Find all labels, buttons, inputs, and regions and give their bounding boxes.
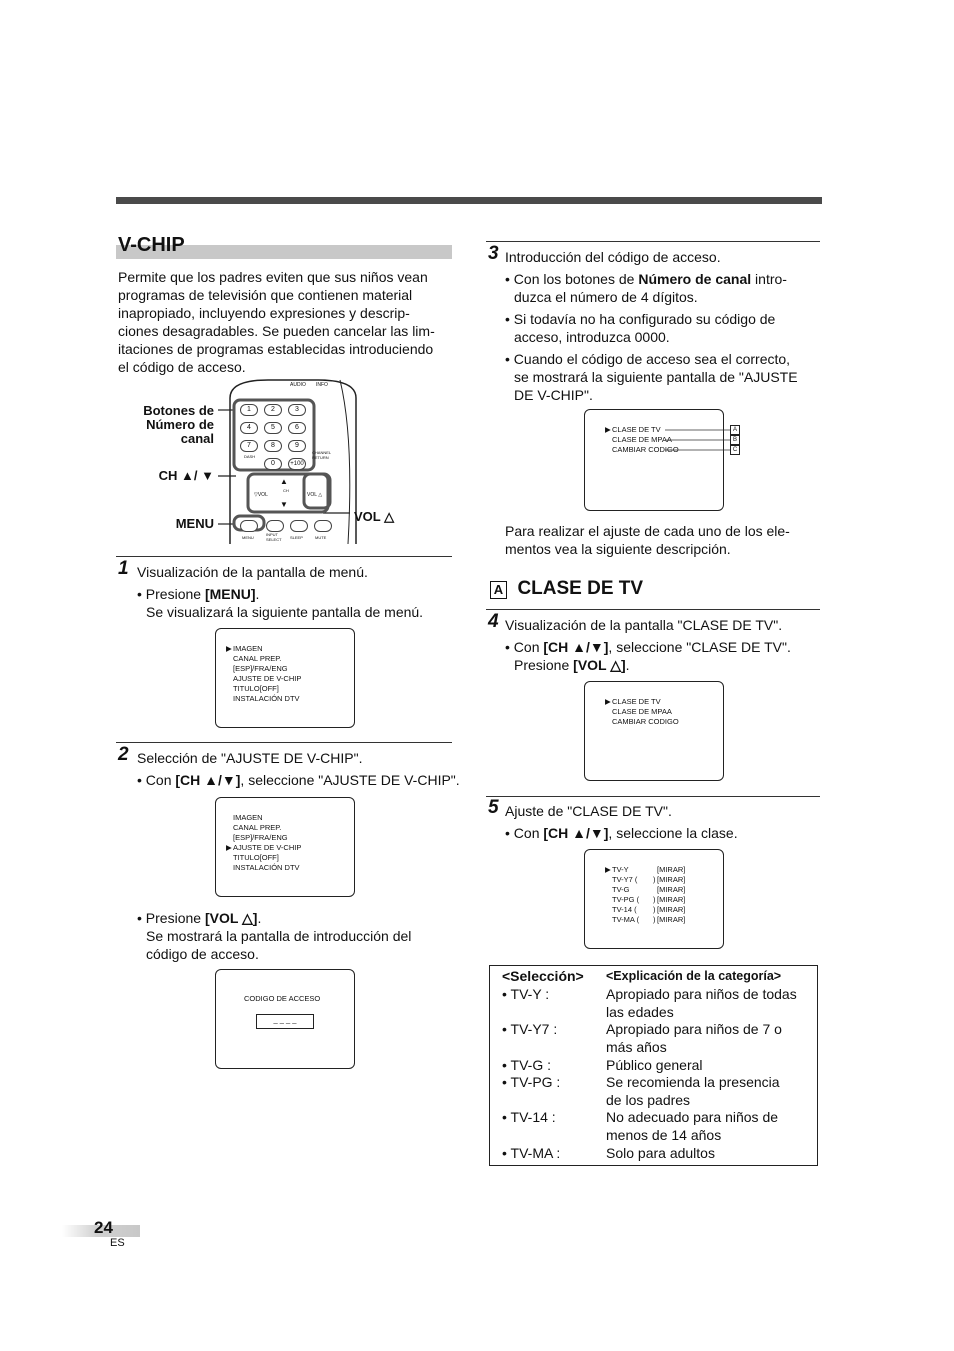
section-a-letter: A bbox=[490, 581, 507, 599]
cursor-icon: ▶ bbox=[605, 425, 611, 434]
menu-key-label: MENU bbox=[242, 535, 254, 540]
key-7[interactable]: 7 bbox=[240, 440, 258, 452]
step4-rule bbox=[486, 609, 820, 610]
number-buttons-label: Botones de Número de canal bbox=[143, 403, 214, 446]
step2-bullet1: • Con [CH ▲/▼], seleccione "AJUSTE DE V-CHIP". bbox=[137, 772, 460, 788]
step3-bullet3-line2: se mostrará la siguiente pantalla de "AJUSTE bbox=[514, 369, 798, 385]
category-table bbox=[489, 965, 818, 1166]
remote-illustration bbox=[118, 378, 452, 544]
key-0[interactable]: 0 bbox=[264, 458, 282, 470]
dash-key-label: DASH bbox=[244, 454, 256, 459]
step4-bullet: • Con [CH ▲/▼], seleccione "CLASE DE TV". bbox=[505, 639, 791, 655]
step1-number: 1 bbox=[118, 558, 129, 579]
key-2[interactable]: 2 bbox=[264, 404, 282, 416]
step5-bullet: • Con [CH ▲/▼], seleccione la clase. bbox=[505, 825, 738, 841]
menu-list-2: IMAGEN CANAL PREP. [ESP]/FRA/ENG ▶ AJUSTE DE V-CHIP TITULO[OFF] INSTALACIÓN DTV bbox=[226, 813, 302, 872]
menu-list-1: ▶ IMAGEN CANAL PREP. [ESP]/FRA/ENG AJUSTE DE V-CHIP TITULO[OFF] INSTALACIÓN DTV bbox=[226, 644, 302, 703]
section-a-heading bbox=[490, 578, 643, 600]
access-code-screen bbox=[215, 969, 355, 1069]
vol-up-key[interactable]: VOL △ bbox=[307, 492, 323, 498]
step3-bullet1: • Con los botones de Número de canal intro- bbox=[505, 271, 787, 287]
step3-rule bbox=[486, 241, 820, 242]
step5-number: 5 bbox=[488, 797, 499, 818]
audio-key-label: AUDIO bbox=[290, 382, 306, 388]
key-9[interactable]: 9 bbox=[288, 440, 306, 452]
key-plus100[interactable]: +100 bbox=[288, 458, 306, 470]
row-exp-2: de los padres bbox=[606, 1092, 691, 1108]
row-exp: Público general bbox=[606, 1057, 703, 1073]
row-sel: • TV-14 : bbox=[502, 1109, 556, 1125]
step1-rule bbox=[116, 556, 452, 557]
step4-bullet-line2: Presione [VOL △]. bbox=[514, 657, 630, 673]
info-key-label: INFO bbox=[316, 382, 328, 388]
row-sel: • TV-G : bbox=[502, 1057, 551, 1073]
step3-bullet2: • Si todavía no ha configurado su código de bbox=[505, 311, 776, 327]
row-exp: Apropiado para niños de 7 o bbox=[606, 1021, 782, 1037]
rating-row[interactable]: TV-PG ( ) [MIRAR] bbox=[612, 895, 686, 904]
row-exp: No adecuado para niños de bbox=[606, 1109, 779, 1125]
mute-key[interactable] bbox=[314, 520, 332, 532]
row-exp: Se recomienda la presencia bbox=[606, 1074, 780, 1090]
menu-screen-2 bbox=[215, 797, 355, 897]
rating-row[interactable]: TV-Y7 ( ) [MIRAR] bbox=[612, 875, 686, 884]
vchip-menu-list: ▶ CLASE DE TV CLASE DE MPAA CAMBIAR CODIGO bbox=[605, 425, 679, 454]
section-a-title: CLASE DE TV bbox=[517, 578, 644, 599]
step1-bullet: • Presione [MENU]. bbox=[137, 586, 260, 602]
ch-label-callout: CH ▲/ ▼ bbox=[158, 468, 214, 483]
channel-return-label: CHANNEL RETURN bbox=[312, 450, 331, 460]
row-exp-2: menos de 14 años bbox=[606, 1127, 722, 1143]
vol-label-callout: VOL △ bbox=[354, 509, 395, 524]
row-sel: • TV-Y7 : bbox=[502, 1021, 558, 1037]
mark-b: B bbox=[730, 435, 740, 445]
ratings-list bbox=[605, 865, 712, 925]
rating-row[interactable]: TV-14 ( ) [MIRAR] bbox=[612, 905, 686, 914]
step2-bullet2-line2: Se mostrará la pantalla de introducción del bbox=[146, 928, 412, 944]
cursor-icon: ▶ bbox=[605, 697, 611, 706]
vchip-setup-screen bbox=[584, 409, 724, 511]
rating-row[interactable]: TV-G [MIRAR] bbox=[612, 885, 686, 894]
table-header-explanation: <Explicación de la categoría> bbox=[606, 969, 782, 983]
step3-after-line2: mentos vea la siguiente descripción. bbox=[505, 541, 731, 557]
ch-label: CH bbox=[283, 488, 289, 493]
clase-tv-select-screen bbox=[584, 681, 724, 781]
top-rule bbox=[116, 197, 822, 204]
section-title: V-CHIP bbox=[118, 234, 185, 256]
menu-screen-1 bbox=[215, 628, 355, 728]
cursor-icon: ▶ bbox=[226, 843, 232, 852]
row-exp-2: las edades bbox=[606, 1004, 674, 1020]
step2-bullet2-line3: código de acceso. bbox=[146, 946, 259, 962]
step3-bullet1-line2: duzca el número de 4 dígitos. bbox=[514, 289, 698, 305]
ch-down-icon[interactable]: ▼ bbox=[280, 500, 288, 509]
menu-label-callout: MENU bbox=[175, 516, 214, 531]
key-8[interactable]: 8 bbox=[264, 440, 282, 452]
rating-row[interactable]: ▶ TV-Y [MIRAR] bbox=[605, 865, 686, 874]
page-number: 24 bbox=[94, 1218, 113, 1237]
rating-row[interactable]: TV-MA ( ) [MIRAR] bbox=[612, 915, 686, 924]
step3-bullet3-line3: DE V-CHIP". bbox=[514, 387, 593, 403]
access-code-field[interactable]: _ _ _ _ bbox=[256, 1014, 314, 1029]
row-exp-2: más años bbox=[606, 1039, 667, 1055]
step5-title: Ajuste de "CLASE DE TV". bbox=[505, 803, 672, 819]
mark-a: A bbox=[730, 425, 740, 435]
cursor-icon: ▶ bbox=[605, 865, 611, 874]
key-4[interactable]: 4 bbox=[240, 422, 258, 434]
step3-bullet3: • Cuando el código de acceso sea el correcto, bbox=[505, 351, 791, 367]
table-header-selection: <Selección> bbox=[502, 968, 584, 984]
step2-bullet2: • Presione [VOL △]. bbox=[137, 910, 262, 926]
vol-down-key[interactable]: ▽VOL bbox=[254, 492, 268, 498]
row-exp: Apropiado para niños de todas bbox=[606, 986, 797, 1002]
cursor-icon: ▶ bbox=[226, 644, 232, 653]
row-sel: • TV-PG : bbox=[502, 1074, 561, 1090]
menu-key[interactable] bbox=[240, 520, 258, 532]
language-code: ES bbox=[110, 1237, 125, 1249]
mark-c: C bbox=[730, 445, 740, 455]
step3-after-line1: Para realizar el ajuste de cada uno de los ele- bbox=[505, 523, 790, 539]
intro-paragraph: Permite que los padres eviten que sus niños vean programas de televisión que contienen material inapropiado, incluyendo expresiones y descrip- ciones desagradables. Se pueden cancelar las lim- itaciones de programas establecidas introduciendo el código de acceso. bbox=[118, 269, 435, 375]
step4-title: Visualización de la pantalla "CLASE DE TV". bbox=[505, 617, 783, 633]
clase-menu-list: ▶ CLASE DE TV CLASE DE MPAA CAMBIAR CODIGO bbox=[605, 697, 679, 726]
ch-up-icon[interactable]: ▲ bbox=[280, 477, 288, 486]
mute-key-label: MUTE bbox=[315, 535, 327, 540]
step3-title: Introducción del código de acceso. bbox=[505, 249, 721, 265]
input-select-key[interactable] bbox=[266, 520, 284, 532]
key-6[interactable]: 6 bbox=[288, 422, 306, 434]
step3-number: 3 bbox=[488, 243, 499, 264]
step2-rule bbox=[116, 742, 452, 743]
step2-number: 2 bbox=[118, 744, 129, 765]
sleep-key[interactable] bbox=[290, 520, 308, 532]
step5-rule bbox=[486, 796, 820, 797]
row-sel: • TV-Y : bbox=[502, 986, 550, 1002]
row-exp: Solo para adultos bbox=[606, 1145, 715, 1161]
step1-title: Visualización de la pantalla de menú. bbox=[137, 564, 368, 580]
step3-bullet2-line2: acceso, introduzca 0000. bbox=[514, 329, 670, 345]
sleep-key-label: SLEEP bbox=[290, 535, 303, 540]
row-sel: • TV-MA : bbox=[502, 1145, 561, 1161]
input-key-label: INPUT SELECT bbox=[266, 532, 282, 542]
ratings-screen bbox=[584, 849, 724, 949]
callout-lines bbox=[665, 425, 731, 457]
step4-number: 4 bbox=[488, 611, 499, 632]
step1-bullet-line2: Se visualizará la siguiente pantalla de menú. bbox=[146, 604, 424, 620]
key-5[interactable]: 5 bbox=[264, 422, 282, 434]
key-3[interactable]: 3 bbox=[288, 404, 306, 416]
key-1[interactable]: 1 bbox=[240, 404, 258, 416]
access-code-title: CODIGO DE ACCESO bbox=[244, 994, 321, 1003]
step2-title: Selección de "AJUSTE DE V-CHIP". bbox=[137, 750, 363, 766]
